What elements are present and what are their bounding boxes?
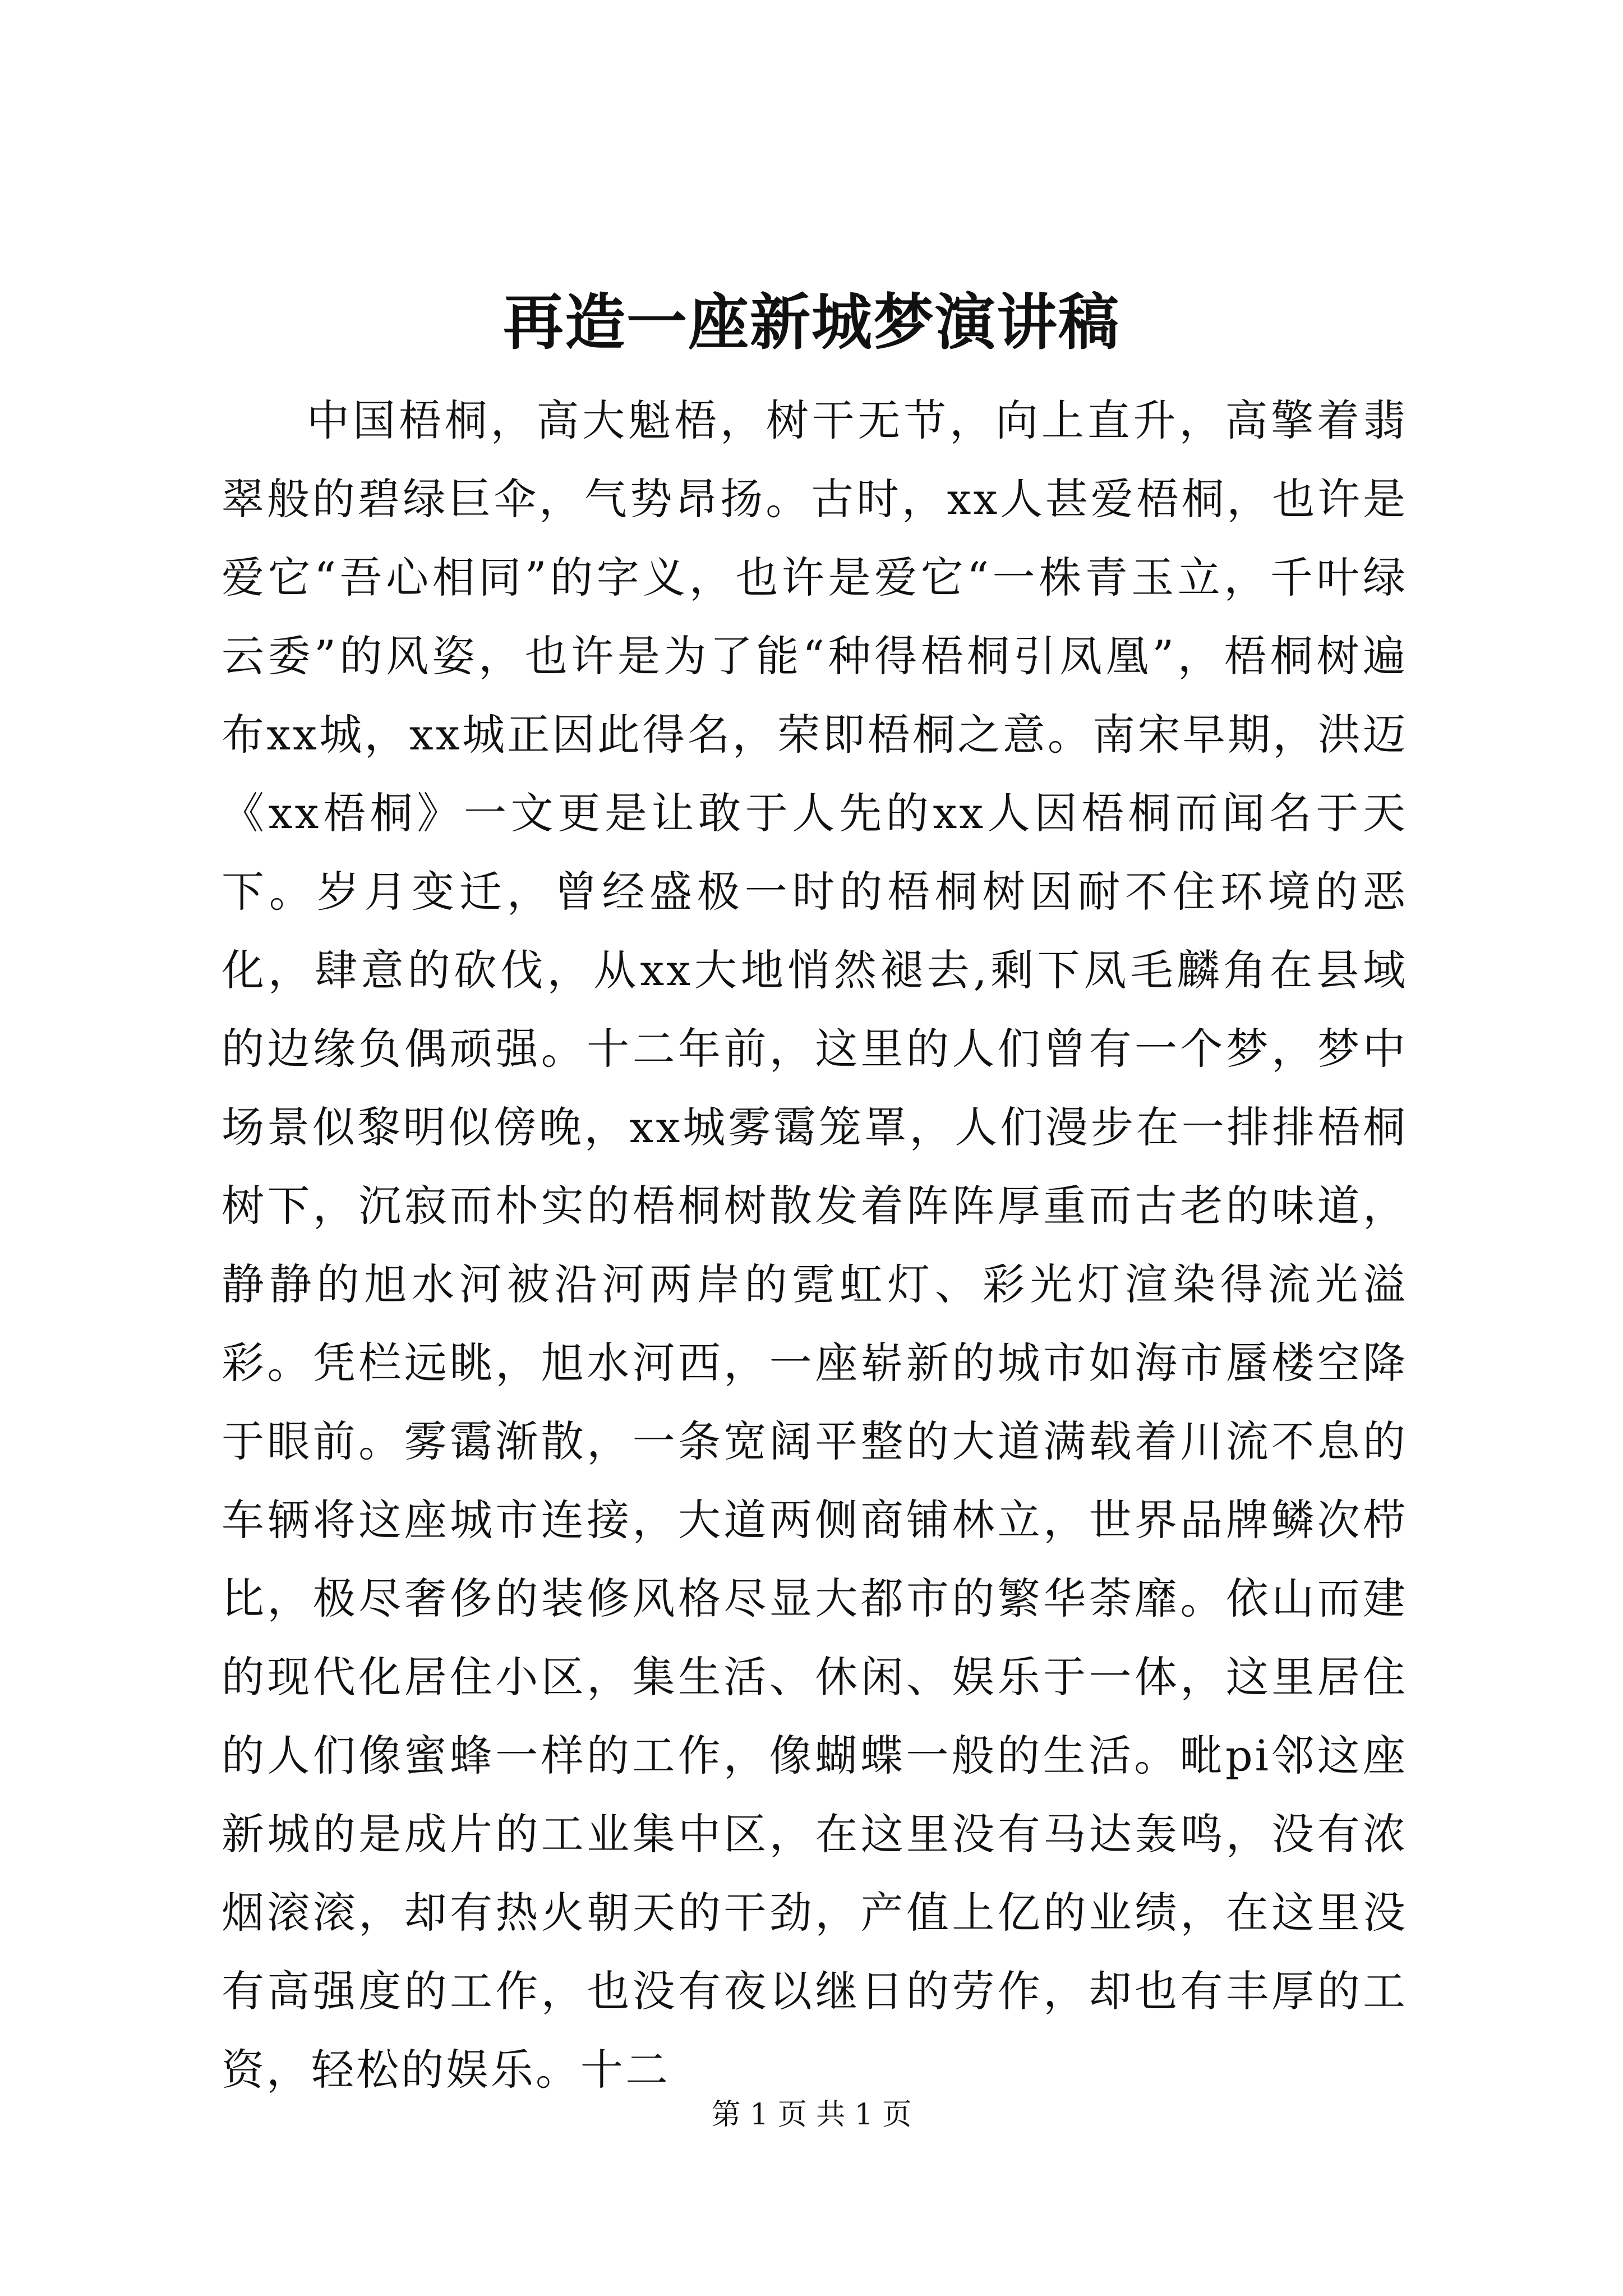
document-title: 再造一座新城梦演讲稿 xyxy=(502,287,1120,358)
body-paragraph: 中国梧桐，高大魁梧，树干无节，向上直升，高擎着翡翠般的碧绿巨伞，气势昂扬。古时，xx人甚爱梧桐，也许是爱它“吾心相同”的字义，也许是爱它“一株青玉立，千叶绿云委”的风姿，也许是为了能“种得梧桐引凤凰”，梧桐树遍布xx城，xx城正因此得名，荣即梧桐之意。南宋早期，洪迈《xx梧桐》一文更是让敢于人先的xx人因梧桐而闻名于天下。岁月变迁，曾经盛极一时的梧桐树因耐不住环境的恶化，肆意的砍伐，从xx大地悄然褪去,剩下凤毛麟角在县域的边缘负偶顽强。十二年前，这里的人们曾有一个梦，梦中场景似黎明似傍晚，xx城雾霭笼罩，人们漫步在一排排梧桐树下，沉寂而朴实的梧桐树散发着阵阵厚重而古老的味道，静静的旭水河被沿河两岸的霓虹灯、彩光灯渲染得流光溢彩。凭栏远眺，旭水河西，一座崭新的城市如海市蜃楼空降于眼前。雾霭渐散，一条宽阔平整的大道满载着川流不息的车辆将这座城市连接，大道两侧商铺林立，世界品牌鳞次栉比，极尽奢侈的装修风格尽显大都市的繁华荼靡。依山而建的现代化居住小区，集生活、休闲、娱乐于一体，这里居住的人们像蜜蜂一样的工作，像蝴蝶一般的生活。毗pi邻这座新城的是成片的工业集中区，在这里没有马达轰鸣，没有浓烟滚滚，却有热火朝天的干劲，产值上亿的业绩，在这里没有高强度的工作，也没有夜以继日的劳作，却也有丰厚的工资，轻松的娱乐。十二 xyxy=(222,395,1408,2095)
page-footer: 第 1 页 共 1 页 xyxy=(711,2098,912,2132)
